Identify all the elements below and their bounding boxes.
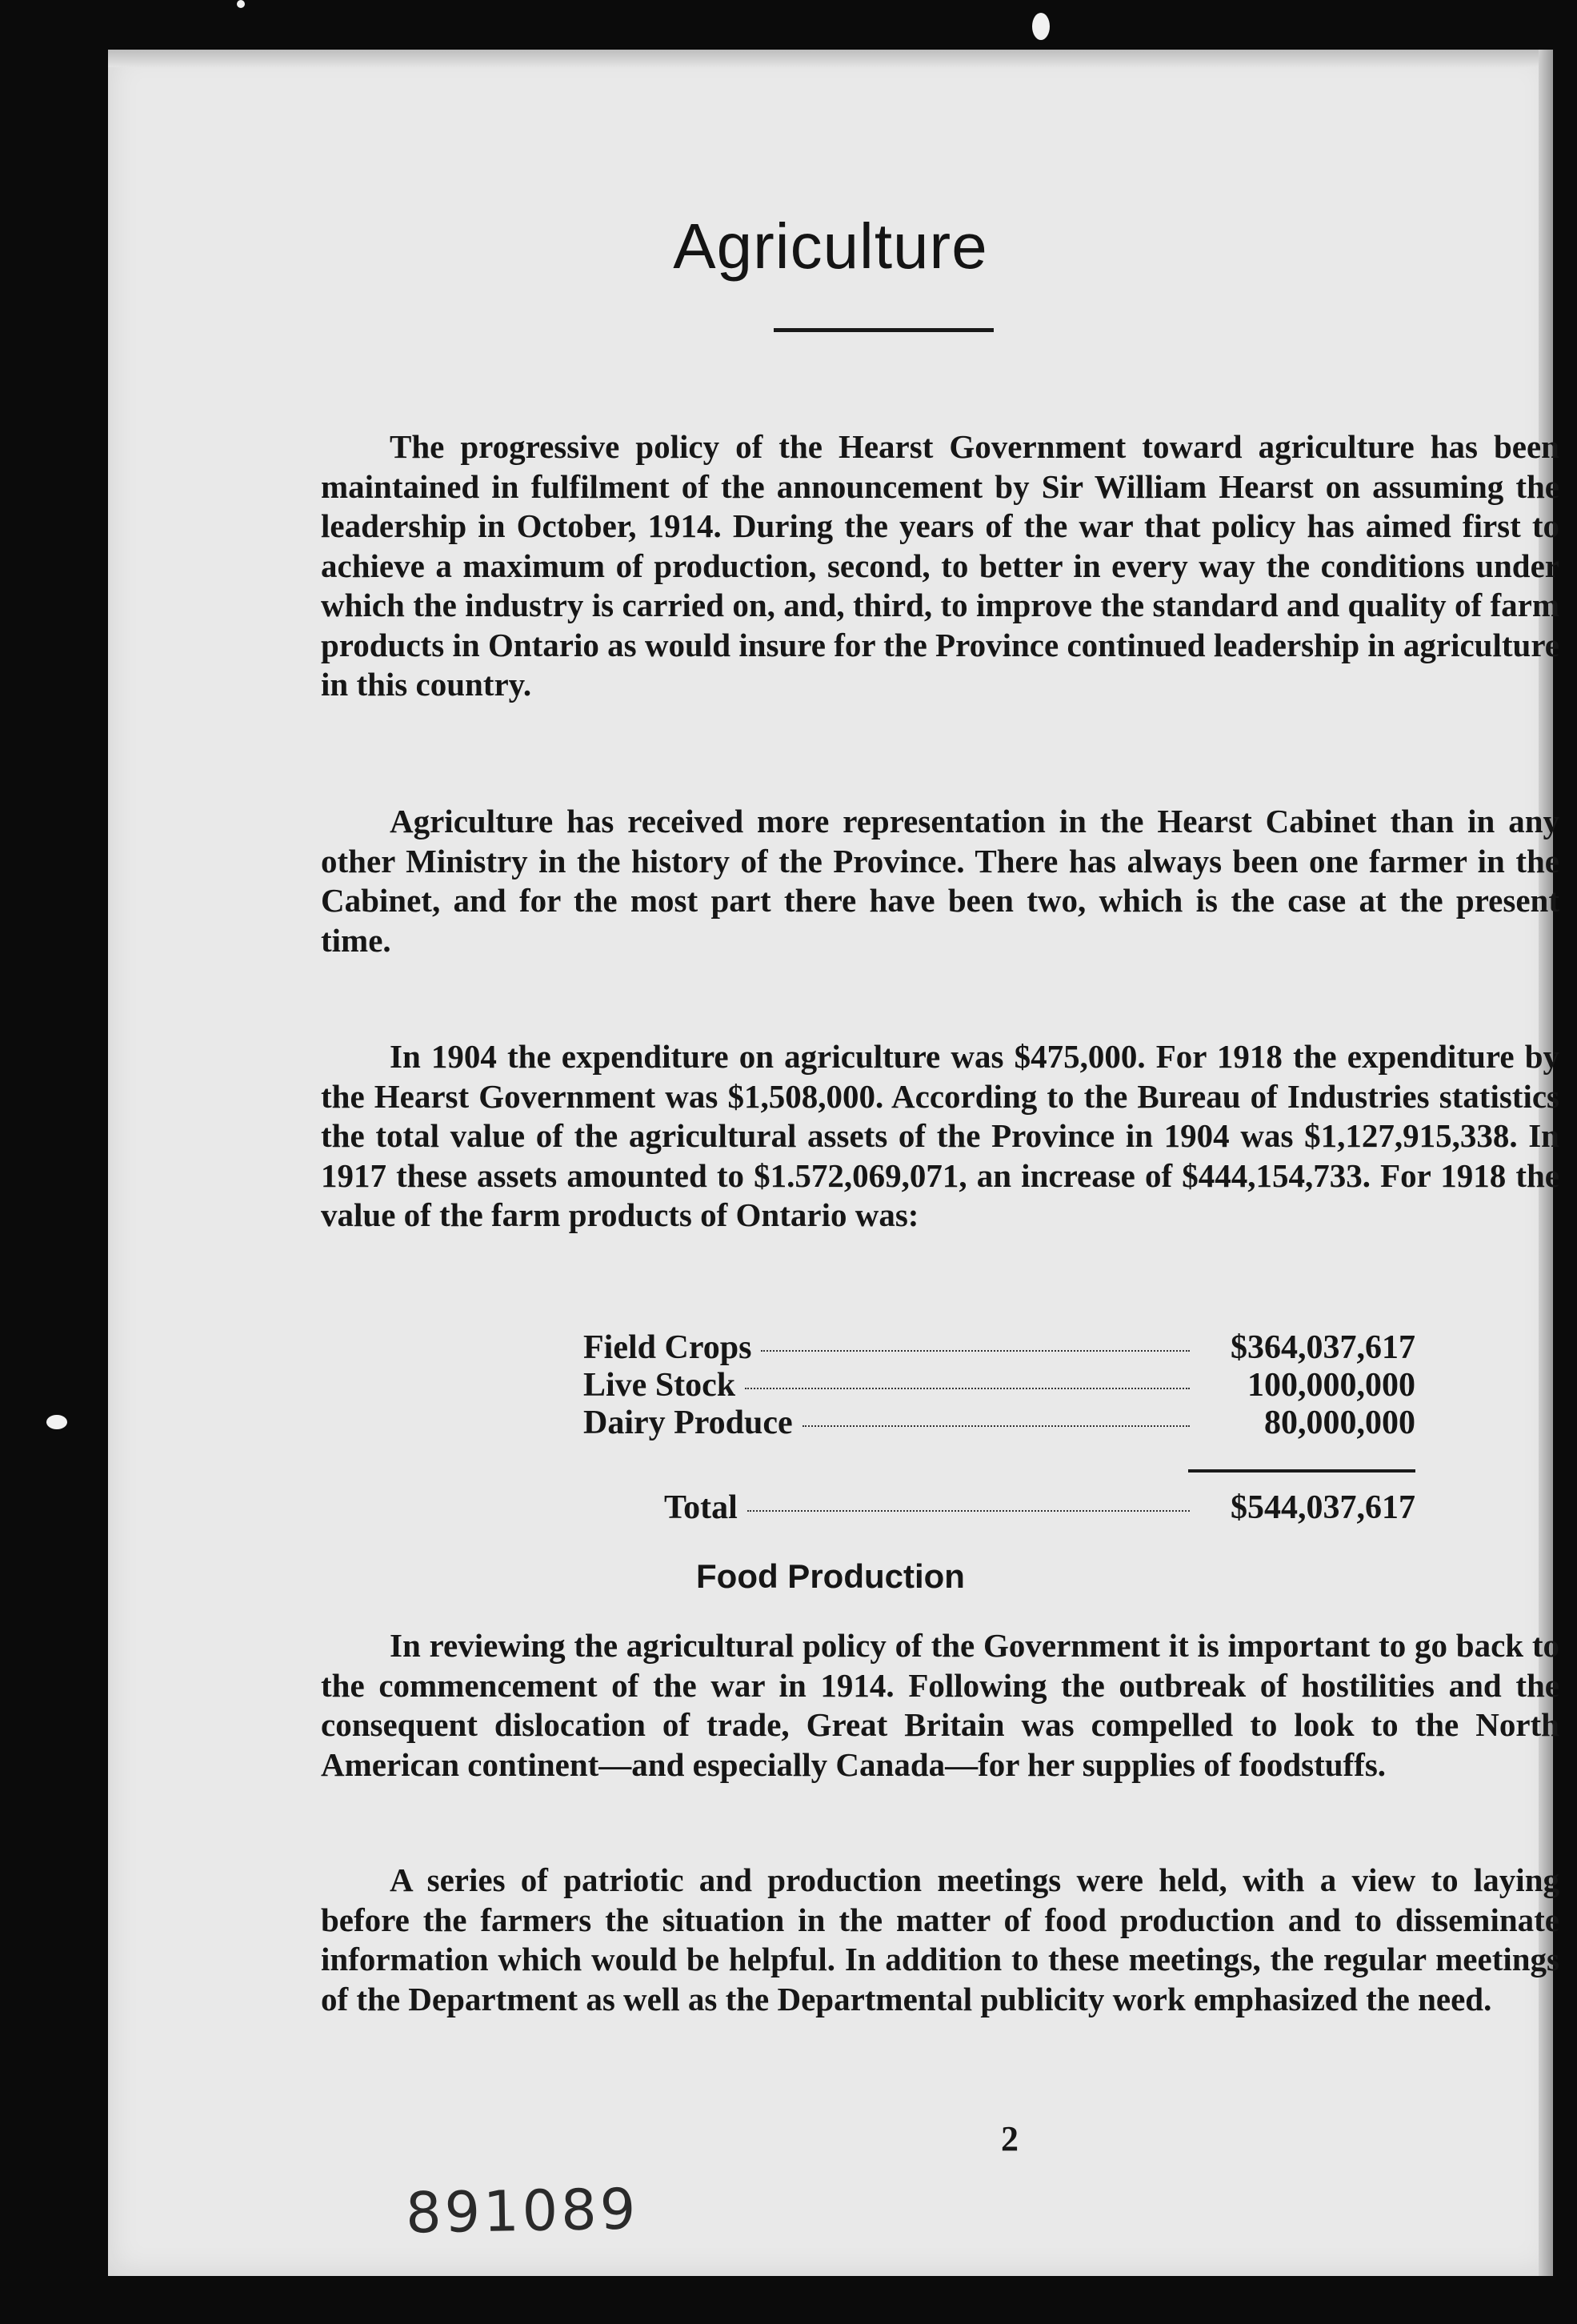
handwritten-annotation: 891089	[405, 2176, 639, 2246]
scan-fleck	[46, 1415, 67, 1429]
paragraph-meetings: A series of patriotic and production meetings were held, with a view to laying before the farmers the situation in the matter of food production and to disseminate information which would be helpful. In addition to these meetings, the regular meetings of the Department as well as the Departmental publicity work emphasized the need.	[321, 1861, 1559, 2017]
leader-dots	[761, 1350, 1190, 1352]
row-amount: 100,000,000	[1247, 1367, 1415, 1404]
total-rule	[1188, 1469, 1415, 1473]
document-page	[108, 50, 1559, 2276]
leader-dots	[803, 1425, 1190, 1427]
page-number: 2	[1001, 2119, 1019, 2158]
scan-fleck	[237, 0, 245, 8]
total-amount: $544,037,617	[1231, 1489, 1415, 1526]
leader-dots	[745, 1388, 1190, 1389]
farm-products-total	[664, 1489, 1415, 1526]
page-top-edge	[108, 50, 1553, 67]
leader-dots	[747, 1510, 1190, 1512]
row-label: Dairy Produce	[583, 1404, 793, 1441]
row-amount: 80,000,000	[1264, 1404, 1415, 1441]
paragraph-expenditure: In 1904 the expenditure on agriculture was $475,000. For 1918 the expenditure by the Hearst Government was $1,508,000. According to the Bureau of Industries statistics the total value of the agricultural assets of the Province in 1904 was $1,127,915,338. In 1917 these assets amounted to $1.572,069,071, an increase of $444,154,733. For 1918 the value of the farm products of Ontario was:	[321, 1038, 1559, 1233]
title-underline	[774, 328, 994, 332]
table-total-row	[664, 1489, 1415, 1526]
row-label: Field Crops	[583, 1329, 752, 1366]
section-heading: Food Production	[696, 1557, 965, 1595]
total-label: Total	[664, 1489, 738, 1526]
row-label: Live Stock	[583, 1367, 736, 1404]
paragraph-policy: The progressive policy of the Hearst Government toward agriculture has been maintained in fulfilment of the announcement by Sir William Hearst on assuming the leadership in October, 1914. During the years of the war that policy has aimed first to achieve a maximum of production, second, to better in every way the conditions under which the industry is carried on, and, third, to improve the standard and quality of farm products in Ontario as would insure for the Province continued leadership in agriculture in this country.	[321, 428, 1559, 703]
scan-fleck	[1032, 13, 1050, 40]
page-title: Agriculture	[673, 210, 988, 282]
farm-products-table	[583, 1328, 1415, 1441]
table-row	[583, 1366, 1415, 1404]
paragraph-cabinet: Agriculture has received more representation in the Hearst Cabinet than in any other Ministry in the history of the Province. There has always been one farmer in the Cabinet, and for the most part there have been two, which is the case at the present time.	[321, 803, 1559, 959]
table-row	[583, 1328, 1415, 1366]
row-amount: $364,037,617	[1231, 1329, 1415, 1366]
paragraph-war-review: In reviewing the agricultural policy of the Government it is important to go back to the commencement of the war in 1914. Following the outbreak of hostilities and the consequent dislocation of trade, Great Britain was compelled to look to the North American continent—and especially Canada—for her supplies of foodstuffs.	[321, 1627, 1559, 1783]
table-row	[583, 1404, 1415, 1441]
